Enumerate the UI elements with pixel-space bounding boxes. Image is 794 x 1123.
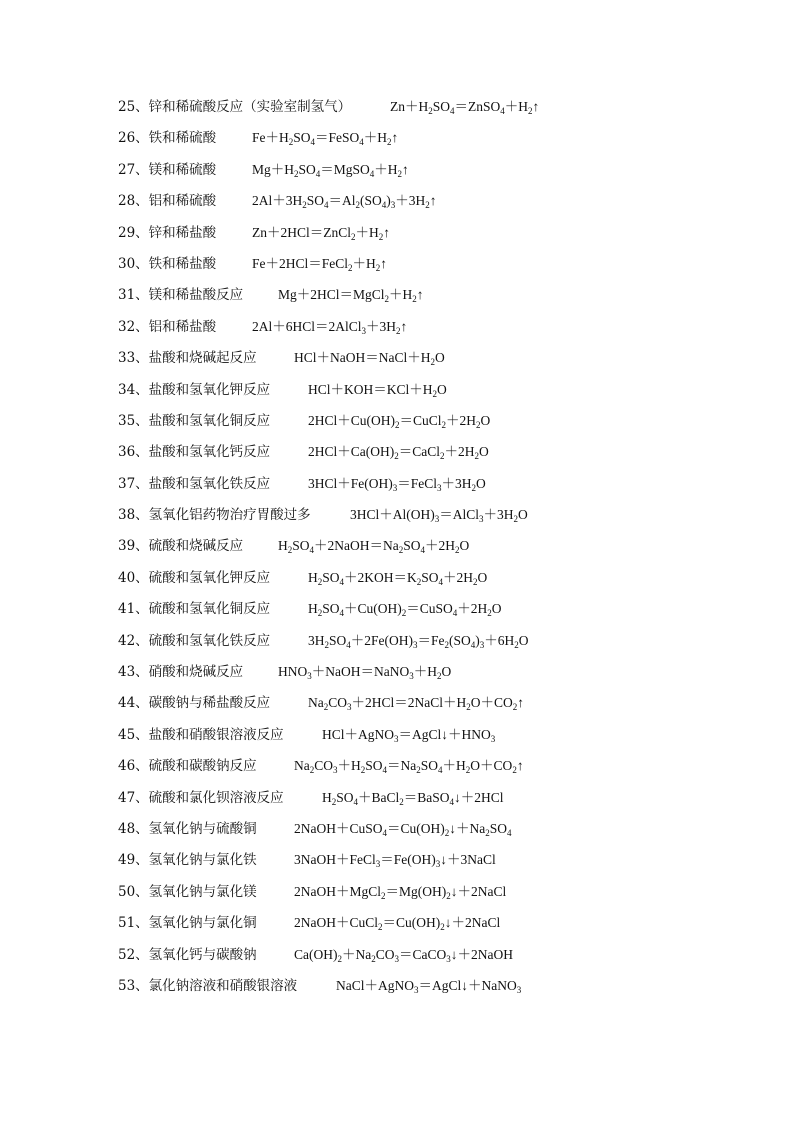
- reaction-equation: $Zn+H_2SO_4=ZnSO_4+H_2↑$: [390, 99, 540, 116]
- reaction-equation: $3HCl+Fe(OH)_3=FeCl_3+3H_2O$: [308, 475, 486, 493]
- reaction-label: 41、硫酸和氢氧化铜反应: [118, 601, 271, 618]
- reaction-equation: $3HCl+Al(OH)_3=AlCl_3+3H_2O$: [350, 507, 528, 525]
- reaction-row: [118, 222, 778, 253]
- reaction-row: [118, 724, 778, 755]
- reaction-label: 47、硫酸和氯化钡溶液反应: [118, 789, 284, 806]
- reaction-row: [118, 630, 778, 661]
- reaction-label: 33、盐酸和烧碱起反应: [118, 350, 257, 367]
- reaction-equation: $HNO_3+NaOH=NaNO_3+H_2O$: [278, 664, 452, 682]
- reaction-row: [118, 692, 778, 723]
- reaction-row: [118, 849, 778, 880]
- reaction-equation: $2NaOH+MgCl_2=Mg(OH)_2↓+2NaCl$: [294, 883, 507, 901]
- reaction-row: [118, 127, 778, 158]
- reaction-label: 35、盐酸和氢氧化铜反应: [118, 412, 271, 429]
- reaction-row: [118, 755, 778, 786]
- reaction-row: [118, 661, 778, 692]
- reaction-row: [118, 881, 778, 912]
- reaction-label: 48、氢氧化钠与硫酸铜: [118, 820, 257, 837]
- reaction-equation: $HCl+AgNO_3=AgCl↓+HNO_3$: [322, 726, 496, 744]
- reaction-label: 30、铁和稀盐酸: [118, 255, 217, 272]
- reaction-equation: $Mg+2HCl=MgCl_2+H_2↑$: [278, 287, 424, 305]
- reaction-row: [118, 159, 778, 190]
- reaction-equation: $H_2SO_4+Cu(OH)_2=CuSO_4+2H_2O$: [308, 601, 502, 619]
- reaction-row: [118, 912, 778, 943]
- reaction-label: 32、铝和稀盐酸: [118, 318, 217, 335]
- reaction-label: 31、镁和稀盐酸反应: [118, 287, 244, 304]
- reaction-row: [118, 535, 778, 566]
- reaction-label: 50、氢氧化钠与氯化镁: [118, 883, 257, 900]
- reaction-label: 49、氢氧化钠与氯化铁: [118, 852, 257, 869]
- reaction-equation: $Fe+2HCl=FeCl_2+H_2↑$: [252, 255, 388, 273]
- reaction-equation: $2Al+6HCl=2AlCl_3+3H_2↑$: [252, 318, 408, 336]
- reaction-list: [118, 96, 778, 1006]
- reaction-row: [118, 410, 778, 441]
- reaction-equation: $H_2SO_4+2KOH=K_2SO_4+2H_2O$: [308, 569, 488, 587]
- reaction-equation: $Mg+H_2SO_4=MgSO_4+H_2↑$: [252, 161, 409, 179]
- reaction-label: 51、氢氧化钠与氯化铜: [118, 915, 257, 932]
- reaction-row: [118, 96, 778, 127]
- reaction-label: 42、硫酸和氢氧化铁反应: [118, 632, 271, 649]
- reaction-label: 25、锌和稀硫酸反应（实验室制氢气）: [118, 99, 352, 115]
- reaction-row: [118, 441, 778, 472]
- reaction-equation: NaCl＋AgNO$_3$＝AgCl↓＋NaNO$_3$: [336, 977, 522, 995]
- reaction-equation: $Na_2CO_3+H_2SO_4=Na_2SO_4+H_2O+CO_2↑$: [294, 758, 524, 776]
- reaction-row: [118, 787, 778, 818]
- reaction-label: 46、硫酸和碳酸钠反应: [118, 758, 257, 775]
- reaction-row: [118, 316, 778, 347]
- reaction-equation: $Zn+2HCl=ZnCl_2+H_2↑$: [252, 224, 391, 242]
- reaction-equation: $3NaOH+FeCl_3=Fe(OH)_3↓+3NaCl$: [294, 852, 496, 870]
- reaction-row: [118, 473, 778, 504]
- reaction-equation: $H_2SO_4+BaCl_2=BaSO_4↓+2HCl$: [322, 789, 504, 807]
- reaction-row: [118, 818, 778, 849]
- reaction-label: 53、氯化钠溶液和硝酸银溶液: [118, 977, 298, 994]
- reaction-row: [118, 944, 778, 975]
- reaction-equation: $HCl+KOH=KCl+H_2O$: [308, 381, 447, 399]
- reaction-label: 29、锌和稀盐酸: [118, 224, 217, 241]
- reaction-label: 43、硝酸和烧碱反应: [118, 664, 244, 681]
- reaction-equation: $H_2SO_4+2NaOH=Na_2SO_4+2H_2O$: [278, 538, 470, 556]
- reaction-equation: $HCl+NaOH=NaCl+H_2O$: [294, 350, 445, 368]
- reaction-row: [118, 190, 778, 221]
- reaction-row: [118, 504, 778, 535]
- reaction-equation: $2HCl+Ca(OH)_2=CaCl_2+2H_2O$: [308, 444, 489, 462]
- reaction-label: 37、盐酸和氢氧化铁反应: [118, 475, 271, 492]
- reaction-label: 52、氢氧化钙与碳酸钠: [118, 946, 257, 963]
- reaction-equation: $2NaOH+CuSO_4=Cu(OH)_2↓+Na_2SO_4$: [294, 820, 512, 838]
- reaction-row: [118, 975, 778, 1006]
- reaction-label: 39、硫酸和烧碱反应: [118, 538, 244, 555]
- reaction-row: [118, 253, 778, 284]
- reaction-row: [118, 598, 778, 629]
- reaction-equation: $Fe+H_2SO_4=FeSO_4+H_2↑$: [252, 130, 399, 148]
- reaction-equation: $3H_2SO_4+2Fe(OH)_3=Fe_2(SO_4)_3+6H_2O$: [308, 632, 529, 650]
- reaction-label: 36、盐酸和氢氧化钙反应: [118, 444, 271, 461]
- reaction-label: 28、铝和稀硫酸: [118, 193, 217, 210]
- reaction-row: [118, 284, 778, 315]
- reaction-label: 38、氢氧化铝药物治疗胃酸过多: [118, 507, 311, 524]
- reaction-equation: $2NaOH+CuCl_2=Cu(OH)_2↓+2NaCl$: [294, 915, 501, 933]
- reaction-row: [118, 347, 778, 378]
- reaction-row: [118, 567, 778, 598]
- reaction-equation: $Na_2CO_3+2HCl=2NaCl+H_2O+CO_2↑$: [308, 695, 525, 713]
- reaction-label: 44、碳酸钠与稀盐酸反应: [118, 695, 271, 712]
- reaction-equation: $2Al+3H_2SO_4=Al_2(SO_4)_3+3H_2↑$: [252, 193, 437, 211]
- reaction-equation: $Ca(OH)_2+Na_2CO_3=CaCO_3↓+2NaOH$: [294, 946, 514, 964]
- reaction-label: 27、镁和稀硫酸: [118, 161, 217, 178]
- reaction-row: [118, 379, 778, 410]
- reaction-label: 45、盐酸和硝酸银溶液反应: [118, 726, 284, 743]
- reaction-label: 34、盐酸和氢氧化钾反应: [118, 381, 271, 398]
- reaction-equation: $2HCl+Cu(OH)_2=CuCl_2+2H_2O$: [308, 412, 491, 430]
- reaction-label: 40、硫酸和氢氧化钾反应: [118, 569, 271, 586]
- reaction-label: 26、铁和稀硫酸: [118, 130, 217, 147]
